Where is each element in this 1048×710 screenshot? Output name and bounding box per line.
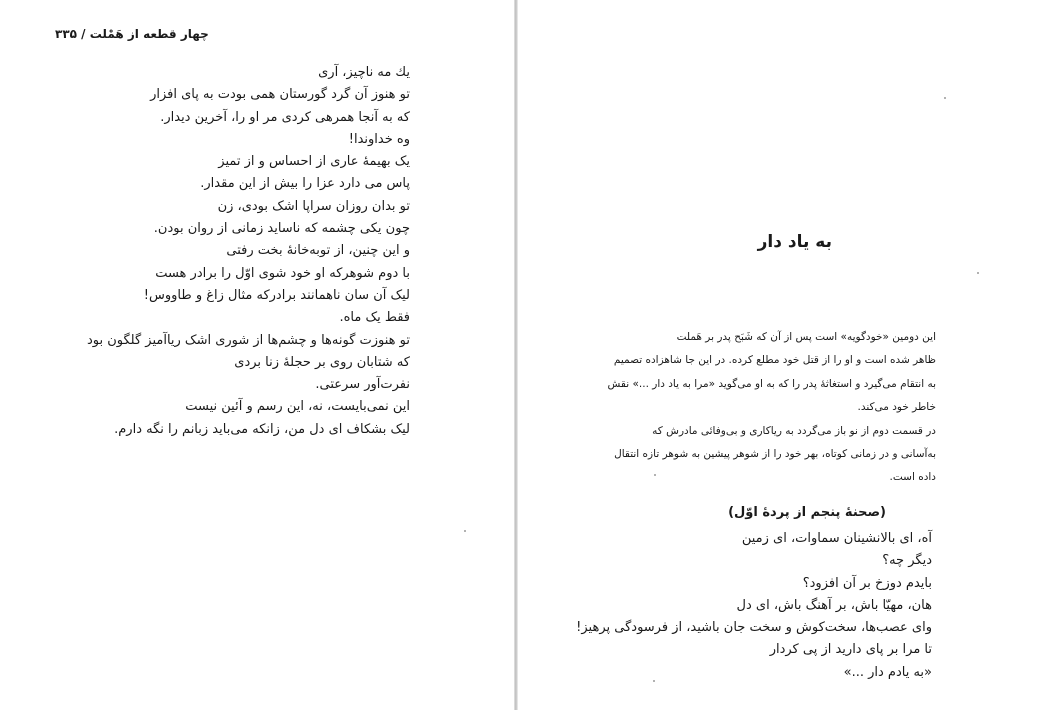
poem-line: تو بدان روزان سراپا اشک بودی، زن [217,198,410,214]
poem-line: بایدم دوزخ بر آن افزود؟ [802,575,932,591]
poem-line: دیگر چه؟ [882,553,932,569]
intro-line: به انتقام می‌گیرد و استغاثهٔ پدر را که به او می‌گوید «مرا به یاد دار ...» نقش [607,377,936,390]
poem-line: وای عصب‌ها، سخت‌کوش و سخت جان باشید، از فرسودگی پرهیز! [576,620,932,636]
left-poem [86,62,410,441]
intro-line: داده است. [889,471,936,484]
poem-line: نفرت‌آور سرعتی. [315,377,410,393]
poem-line: تو هنوز آن گرد گورستان همی بودت به پای افزار [150,87,410,103]
scan-speck [654,474,656,476]
poem-line: پاس می دارد عزا را بیش از این مقدار. [200,176,410,192]
poem-line: با دوم شوهرکه او خود شوی اوّل را برادر هست [155,265,410,281]
scene-heading: (صحنهٔ پنجم از پردهٔ اوّل) [728,505,886,520]
intro-line: ظاهر شده است و او را از قتل خود مطلع کرده. در این جا شاهزاده تصمیم [613,354,936,367]
poem-line: که شتابان روی بر حجلهٔ زنا بردی [234,354,410,370]
scan-speck [944,97,946,99]
poem-line: چون یکی چشمه که ناساید زمانی از روان بودن. [153,221,410,237]
poem-line: تا مرا بر پای دارید از پی کردار [769,642,932,658]
intro-line: خاطر خود می‌کند. [857,401,936,414]
poem-line: هان، مهیّا باش، بر آهنگ باش، ای دل [736,597,932,613]
scan-speck [653,680,655,682]
poem-line: لیک آن سان ناهمانند برادرکه مثال زاغ و طاووس! [143,287,410,303]
poem-line: وه خداوندا! [348,131,410,147]
poem-line: فقط یک ماه. [339,310,410,326]
right-poem [576,528,932,684]
intro-line: این دومین «خودگویه» است پس از آن که شَبَح پدر بر هَملت [676,331,936,343]
intro-line: به‌آسانی و در زمانی کوتاه، بهر خود را از شوهر پیشین به شوهر تازه انتقال [614,447,936,460]
poem-line: یک بهیمهٔ عاری از احساس و از تمیز [218,154,410,170]
poem-line: تو هنوزت گونه‌ها و چشم‌ها از شوری اشک ریاآمیز گلگون بود [86,332,410,348]
poem-line: لیک بشکاف ای دل من، زانکه می‌باید زبانم را نگه دارم. [114,421,410,437]
left-page [0,0,516,710]
poem-line: این نمی‌بایست، نه، این رسم و آئین نیست [185,399,410,415]
poem-line: یك مه ناچیز، آری [318,65,410,80]
running-head: چهار قطعه از هَمْلت / ۳۳۵ [55,27,209,41]
scan-speck [977,272,979,274]
poem-line: «به یادم دار ...» [843,664,932,680]
section-title: به یاد دار [757,232,832,252]
right-page [518,0,1048,710]
poem-line: و این چنین، از توبه‌خانهٔ بخت رفتی [226,243,410,259]
intro-paragraph [607,326,936,490]
scan-speck [464,530,466,532]
poem-line: آه، ای بالانشینان سماوات، ای زمین [741,531,932,546]
intro-line: در قسمت دوم از نو باز می‌گردد به ریاکاری و بی‌وفائی مادرش که [652,424,936,437]
poem-line: که به آنجا همرهی کردی مر او را، آخرین دیدار. [160,109,410,125]
